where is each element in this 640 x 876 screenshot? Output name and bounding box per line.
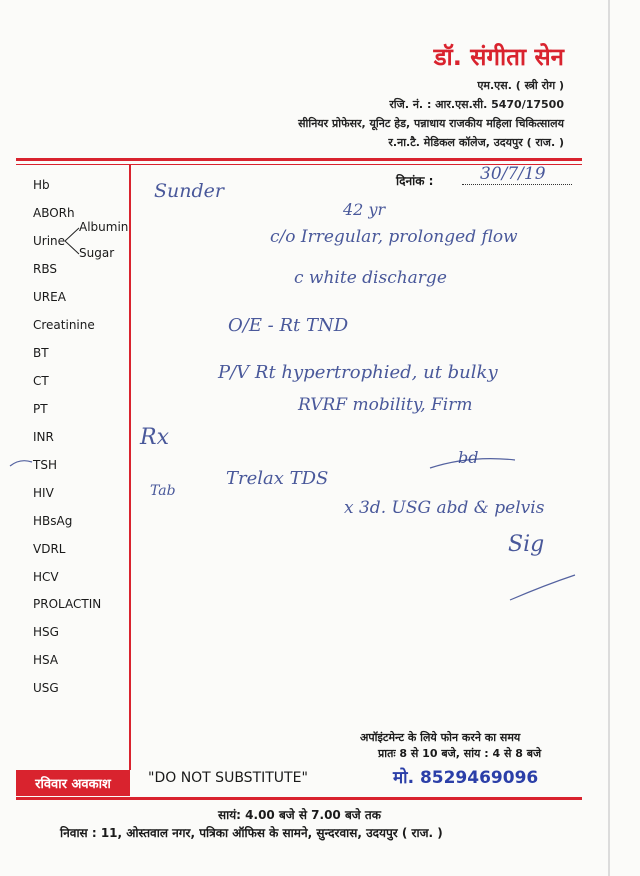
phone-number[interactable]: मो. 8529469096	[393, 768, 539, 788]
test-urine: Urine	[33, 234, 66, 248]
appointment-title: अपॉइंटमेन्ट के लिये फोन करने का समय	[360, 731, 521, 744]
examination-note: O/E - Rt TND	[228, 315, 349, 336]
dose-frequency: bd	[458, 448, 479, 467]
drug-name: Trelax TDS	[226, 468, 329, 489]
underline-stroke	[430, 459, 515, 468]
appointment-times: प्रातः 8 से 10 बजे, सांय : 4 से 8 बजे	[378, 747, 542, 760]
drug-duration: x 3d. USG abd & pelvis	[344, 498, 545, 518]
designation: सीनियर प्रोफेसर, यूनिट हेड, पन्नाधाय राजकीय महिला चिकित्सालय	[298, 117, 564, 130]
pv-note: P/V Rt hypertrophied, ut bulky	[218, 362, 498, 383]
test-ct: CT	[33, 374, 49, 388]
test-albumin: Albumin	[79, 220, 129, 234]
test-hb: Hb	[33, 178, 50, 192]
test-pt: PT	[33, 402, 48, 416]
sunday-holiday-label: रविवार अवकाश	[35, 777, 111, 792]
registration-number: रजि. नं. : आर.एस.सी. 5470/17500	[389, 98, 564, 111]
test-prolactin: PROLACTIN	[33, 597, 102, 611]
test-hsa: HSA	[33, 653, 59, 667]
test-tsh: TSH	[33, 458, 57, 472]
test-bt: BT	[33, 346, 49, 360]
patient-name: Sunder	[154, 180, 224, 202]
test-urea: UREA	[33, 290, 66, 304]
pv-note-2: RVRF mobility, Firm	[298, 395, 473, 415]
sunday-holiday-badge	[16, 770, 130, 796]
doctor-degree: एम.एस. ( स्त्री रोग )	[477, 79, 564, 92]
rx-symbol: Rx	[140, 425, 169, 450]
residence-address: निवास : 11, ओस्तवाल नगर, पत्रिका ऑफिस के सामने, सुन्दरवास, उदयपुर ( राज. )	[60, 826, 443, 840]
doctor-signature: Sig	[508, 532, 545, 557]
test-inr: INR	[33, 430, 54, 444]
test-rbs: RBS	[33, 262, 57, 276]
test-hbsag: HBsAg	[33, 514, 73, 528]
footer-divider	[16, 797, 582, 800]
tsh-tick-mark	[10, 461, 32, 466]
date-label: दिनांक :	[396, 174, 434, 188]
handwritten-date: 30/7/19	[480, 164, 546, 184]
complaint-line-2: c white discharge	[294, 268, 447, 288]
complaint-line-1: c/o Irregular, prolonged flow	[270, 227, 518, 247]
test-vdrl: VDRL	[33, 542, 66, 556]
test-sugar: Sugar	[79, 246, 115, 260]
signature-stroke	[510, 575, 575, 600]
test-hsg: HSG	[33, 625, 59, 639]
college: र.ना.टै. मेडिकल कॉलेज, उदयपुर ( राज. )	[388, 136, 564, 149]
do-not-substitute: "DO NOT SUBSTITUTE"	[148, 770, 308, 786]
test-creatinine: Creatinine	[33, 318, 95, 332]
test-aborh: ABORh	[33, 206, 75, 220]
test-hcv: HCV	[33, 570, 59, 584]
test-hiv: HIV	[33, 486, 54, 500]
tab-note: Tab	[150, 483, 176, 499]
evening-hours: सायं: 4.00 बजे से 7.00 बजे तक	[218, 808, 381, 822]
patient-age: 42 yr	[343, 200, 386, 219]
doctor-name: डॉ. संगीता सेन	[433, 43, 564, 71]
test-usg: USG	[33, 681, 59, 695]
